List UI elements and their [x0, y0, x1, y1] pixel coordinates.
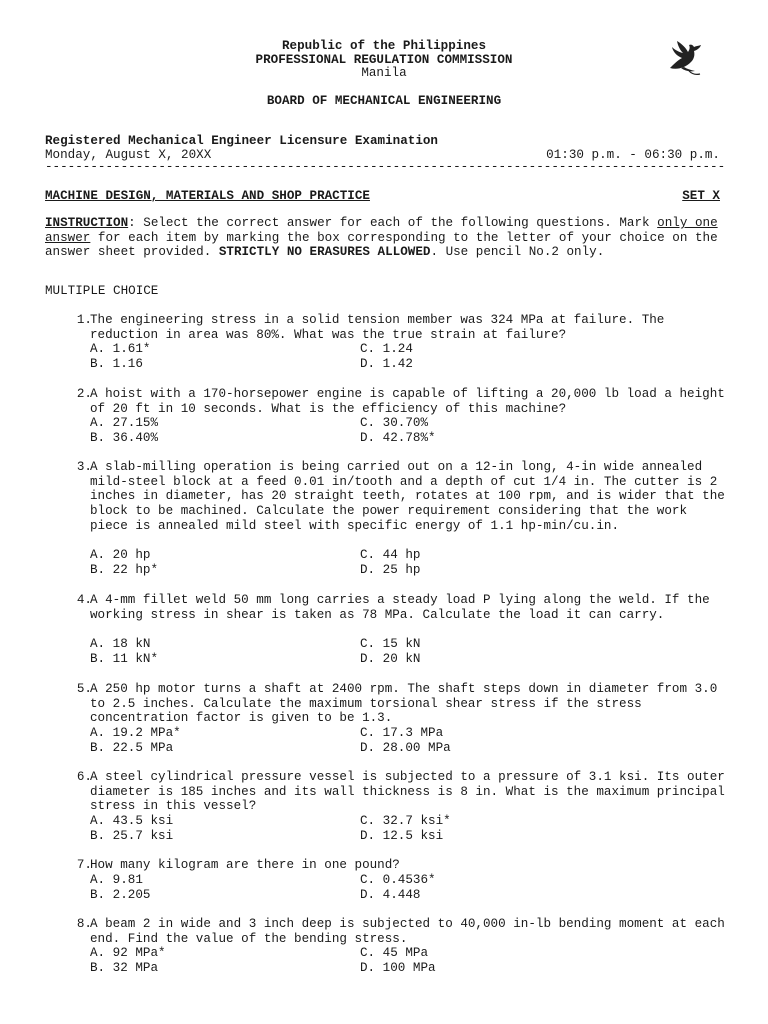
dove-icon: [667, 38, 707, 78]
board-heading: BOARD OF MECHANICAL ENGINEERING: [266, 94, 502, 108]
instruction-text-2: for each item by marking the box corresponding to the letter of your choice on the answer sheet provided.: [45, 230, 718, 260]
option-a: A. 27.15%: [90, 416, 159, 430]
question-text: A 250 hp motor turns a shaft at 2400 rpm. The shaft steps down in diameter from 3.0 to 2.5 inches. Calculate the maximum torsional shear stress if the stress concentration factor is given to be 1.3.: [90, 682, 718, 726]
exam-time: 01:30 p.m. - 06:30 p.m.: [546, 148, 720, 162]
option-a: A. 9.81: [90, 873, 143, 887]
question-number: 2.: [76, 387, 92, 401]
option-b: B. 22.5 MPa: [90, 741, 174, 755]
option-c: C. 45 MPa: [360, 946, 429, 960]
instruction-strict: STRICTLY NO ERASURES ALLOWED: [218, 245, 431, 260]
option-c: C. 30.70%: [360, 416, 429, 430]
option-a: A. 20 hp: [90, 548, 151, 562]
question-number: 5.: [76, 682, 92, 696]
question-number: 7.: [76, 858, 92, 872]
set-label: SET X: [682, 189, 720, 203]
divider-line: ------------------------------------------------------------------------------------------: [45, 160, 725, 174]
question-number: 3.: [76, 460, 92, 474]
exam-title: Registered Mechanical Engineer Licensure Examination: [45, 134, 438, 148]
instruction-label: INSTRUCTION: [45, 216, 129, 230]
question-text: A steel cylindrical pressure vessel is subjected to a pressure of 3.1 ksi. Its outer diameter is 185 inches and its wall thickness is 8 in. What is the maximum principal stress in this vessel?: [90, 770, 725, 814]
option-c: C. 17.3 MPa: [360, 726, 444, 740]
option-d: D. 1.42: [360, 357, 413, 371]
republic-heading: Republic of the Philippines: [281, 39, 487, 53]
option-d: D. 42.78%*: [360, 431, 436, 445]
option-d: D. 4.448: [360, 888, 421, 902]
question-number: 6.: [76, 770, 92, 784]
question-number: 1.: [76, 313, 92, 327]
option-a: A. 92 MPa*: [90, 946, 166, 960]
option-b: B. 1.16: [90, 357, 143, 371]
option-d: D. 12.5 ksi: [360, 829, 444, 843]
option-a: A. 19.2 MPa*: [90, 726, 181, 740]
instruction-text-3: . Use pencil No.2 only.: [430, 245, 605, 260]
option-b: B. 11 kN*: [90, 652, 159, 666]
instruction-paragraph: [45, 216, 725, 260]
option-d: D. 25 hp: [360, 563, 421, 577]
option-d: D. 20 kN: [360, 652, 421, 666]
question-number: 4.: [76, 593, 92, 607]
commission-heading: PROFESSIONAL REGULATION COMMISSION: [255, 53, 513, 67]
city-heading: Manila: [361, 66, 407, 80]
option-b: B. 25.7 ksi: [90, 829, 174, 843]
option-c: C. 1.24: [360, 342, 413, 356]
question-text: A 4-mm fillet weld 50 mm long carries a steady load P lying along the weld. If the working stress in shear is taken as 78 MPa. Calculate the load it can carry.: [90, 593, 710, 622]
section-label: MULTIPLE CHOICE: [45, 284, 159, 298]
option-c: C. 44 hp: [360, 548, 421, 562]
option-c: C. 32.7 ksi*: [360, 814, 451, 828]
option-a: A. 18 kN: [90, 637, 151, 651]
option-d: D. 100 MPa: [360, 961, 436, 975]
option-d: D. 28.00 MPa: [360, 741, 451, 755]
exam-date: Monday, August X, 20XX: [45, 148, 212, 162]
question-text: The engineering stress in a solid tension member was 324 MPa at failure. The reduction in area was 80%. What was the true strain at failure?: [90, 313, 665, 342]
option-c: C. 15 kN: [360, 637, 421, 651]
option-c: C. 0.4536*: [360, 873, 436, 887]
question-number: 8.: [76, 917, 92, 931]
instruction-only-one: only one answer: [45, 216, 718, 245]
option-b: B. 2.205: [90, 888, 151, 902]
option-b: B. 32 MPa: [90, 961, 159, 975]
subject-title: MACHINE DESIGN, MATERIALS AND SHOP PRACTICE: [45, 189, 370, 203]
question-text: A hoist with a 170-horsepower engine is capable of lifting a 20,000 lb load a height of 20 ft in 10 seconds. What is the efficiency of this machine?: [90, 387, 725, 416]
instruction-text-1: : Select the correct answer for each of the following questions. Mark: [128, 216, 658, 230]
option-b: B. 22 hp*: [90, 563, 159, 577]
option-a: A. 43.5 ksi: [90, 814, 174, 828]
question-text: How many kilogram are there in one pound?: [90, 858, 400, 872]
question-text: A slab-milling operation is being carried out on a 12-in long, 4-in wide annealed mild-steel block at a feed 0.01 in/tooth and a depth of cut 1/4 in. The cutter is 2 inches in diameter, has 20 straight teeth, rotates at 100 rpm, and is wider that the block to be machined. Calculate the power requirement considering that the work piece is annealed mild steel with specific energy of 1.1 hp-min/cu.in.: [90, 460, 725, 533]
question-text: A beam 2 in wide and 3 inch deep is subjected to 40,000 in-lb bending moment at each end. Find the value of the bending stress.: [90, 917, 725, 946]
option-b: B. 36.40%: [90, 431, 159, 445]
option-a: A. 1.61*: [90, 342, 151, 356]
